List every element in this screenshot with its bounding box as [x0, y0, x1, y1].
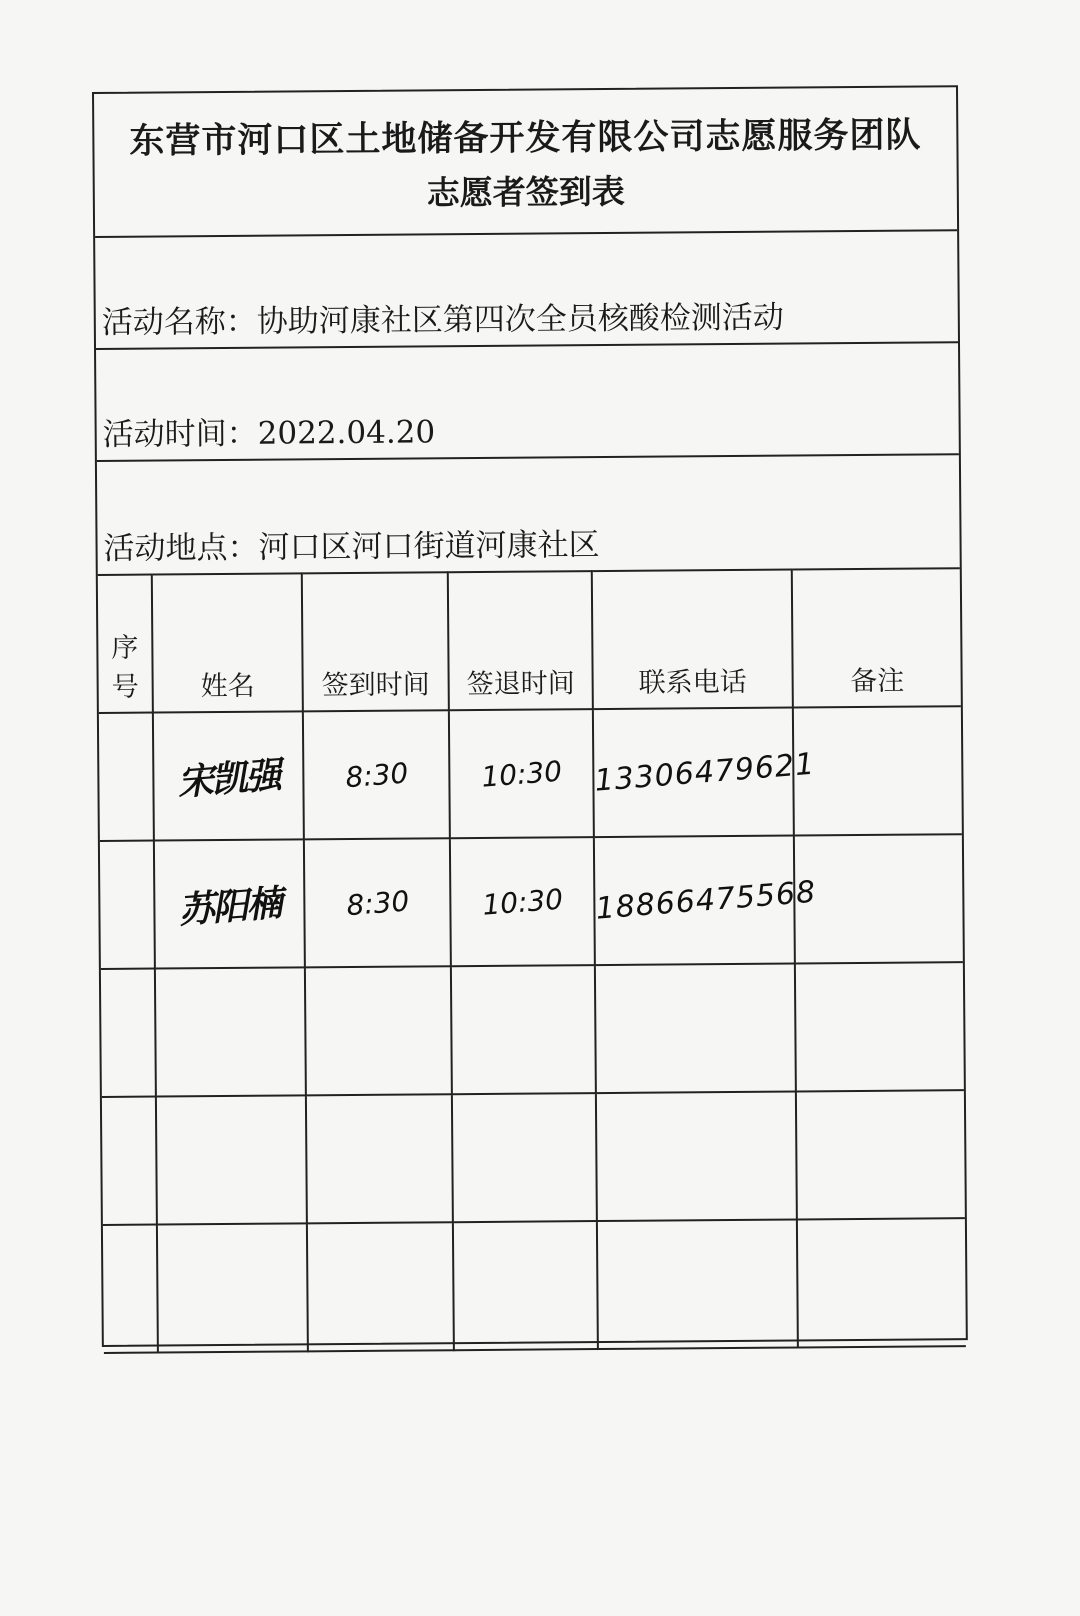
handwritten-phone: 18866475568 — [594, 874, 818, 927]
cell-phone — [593, 708, 817, 838]
cell-sign-out — [449, 709, 594, 838]
table-row — [103, 1218, 966, 1353]
cell-index — [102, 1097, 157, 1225]
cell-sign-in — [306, 1094, 453, 1223]
cell-index — [100, 841, 155, 969]
activity-location-row — [97, 455, 960, 574]
sign-in-table — [98, 567, 966, 1354]
activity-time-value: 2022.04.20 — [257, 414, 436, 452]
cell-sign-in — [304, 838, 451, 967]
cell-phone — [597, 1219, 798, 1349]
activity-time-row — [96, 343, 959, 462]
cell-note — [793, 706, 962, 835]
cell-sign-out — [451, 965, 596, 1094]
cell-phone — [595, 964, 796, 1094]
cell-sign-out — [450, 837, 595, 966]
cell-name — [153, 711, 304, 840]
header-name: 姓名 — [152, 573, 303, 712]
handwritten-sign-in-time: 8:30 — [344, 883, 410, 922]
cell-sign-in — [307, 1222, 454, 1351]
handwritten-sign-out-time: 10:30 — [480, 882, 564, 922]
activity-location-label: 活动地点： — [103, 529, 259, 567]
table-row — [102, 1090, 965, 1225]
header-index: 序号 — [98, 575, 153, 713]
form-subtitle: 志愿者签到表 — [426, 171, 625, 212]
sign-in-form — [92, 85, 968, 1347]
handwritten-name: 宋凯强 — [176, 754, 282, 804]
cell-note — [794, 834, 963, 963]
activity-location-value: 河口区河口街道河康社区 — [258, 527, 600, 566]
cell-sign-in — [305, 966, 452, 1095]
cell-sign-out — [452, 1093, 597, 1222]
cell-index — [99, 713, 154, 841]
table-row — [99, 706, 962, 841]
cell-index — [101, 969, 156, 1097]
cell-sign-in — [303, 710, 450, 839]
cell-note — [797, 1218, 966, 1347]
activity-time-label: 活动时间： — [102, 415, 258, 453]
form-title-block — [94, 87, 957, 238]
sign-in-table-wrapper — [98, 567, 966, 1354]
handwritten-sign-out-time: 10:30 — [479, 754, 563, 794]
header-sign-out-time: 签退时间 — [448, 571, 593, 710]
activity-name-row — [95, 231, 958, 350]
header-phone: 联系电话 — [592, 570, 793, 710]
handwritten-name: 苏阳楠 — [177, 882, 283, 932]
cell-phone — [594, 836, 818, 966]
cell-name — [156, 1095, 307, 1224]
table-header-row — [98, 568, 961, 713]
handwritten-phone: 13306479621 — [593, 746, 817, 799]
cell-name — [154, 839, 305, 968]
activity-name-label: 活动名称： — [101, 303, 257, 341]
cell-phone — [596, 1092, 797, 1222]
header-note: 备注 — [792, 568, 961, 707]
cell-name — [155, 967, 306, 1096]
table-row — [100, 834, 963, 969]
table-row — [101, 962, 964, 1097]
handwritten-sign-in-time: 8:30 — [343, 755, 409, 794]
form-title: 东营市河口区土地储备开发有限公司志愿服务团队 — [129, 113, 922, 162]
cell-note — [796, 1090, 965, 1219]
cell-sign-out — [453, 1221, 598, 1350]
header-sign-in-time: 签到时间 — [302, 572, 449, 711]
cell-index — [103, 1225, 158, 1353]
cell-note — [795, 962, 964, 1091]
cell-name — [157, 1223, 308, 1352]
activity-name-value: 协助河康社区第四次全员核酸检测活动 — [256, 299, 784, 340]
